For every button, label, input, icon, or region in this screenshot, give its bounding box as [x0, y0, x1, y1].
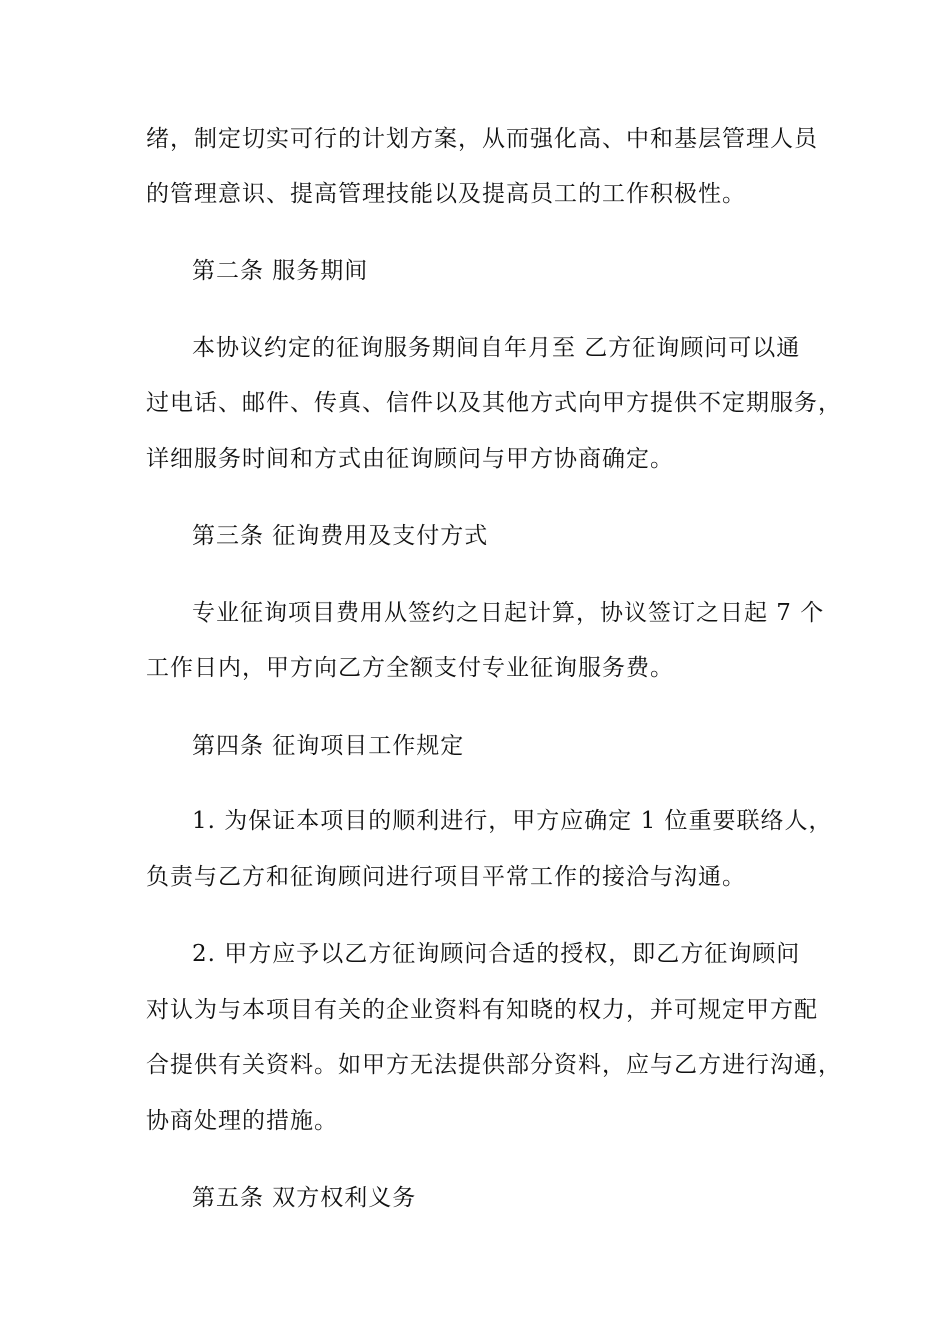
- paragraph-line: 本协议约定的征询服务期间自年月至 乙方征询顾问可以通: [192, 335, 801, 361]
- list-item-line: 负责与乙方和征询顾问进行项目平常工作的接洽与沟通。: [146, 864, 746, 890]
- section-heading-3: 第三条 征询费用及支付方式: [192, 523, 489, 549]
- paragraph-line: 工作日内，甲方向乙方全额支付专业征询服务费。: [146, 655, 674, 681]
- paragraph-line: 的管理意识、提高管理技能以及提高员工的工作积极性。: [146, 181, 746, 207]
- paragraph-line: 过电话、邮件、传真、信件以及其他方式向甲方提供不定期服务，: [146, 390, 842, 416]
- section-heading-5: 第五条 双方权利义务: [192, 1185, 417, 1211]
- paragraph-line: 详细服务时间和方式由征询顾问与甲方协商确定。: [146, 446, 674, 472]
- list-item-line: 2. 甲方应予以乙方征询顾问合适的授权，即乙方征询顾问: [192, 941, 801, 967]
- paragraph-line: 专业征询项目费用从签约之日起计算，协议签订之日起 7 个: [192, 600, 825, 626]
- list-item-line: 对认为与本项目有关的企业资料有知晓的权力，并可规定甲方配: [146, 997, 818, 1023]
- list-item-line: 1. 为保证本项目的顺利进行，甲方应确定 1 位重要联络人，: [192, 808, 833, 834]
- paragraph-line: 绪，制定切实可行的计划方案，从而强化高、中和基层管理人员: [146, 126, 818, 152]
- section-heading-4: 第四条 征询项目工作规定: [192, 733, 465, 759]
- section-heading-2: 第二条 服务期间: [192, 258, 369, 284]
- list-item-line: 协商处理的措施。: [146, 1108, 338, 1134]
- list-item-line: 合提供有关资料。如甲方无法提供部分资料，应与乙方进行沟通，: [146, 1052, 842, 1078]
